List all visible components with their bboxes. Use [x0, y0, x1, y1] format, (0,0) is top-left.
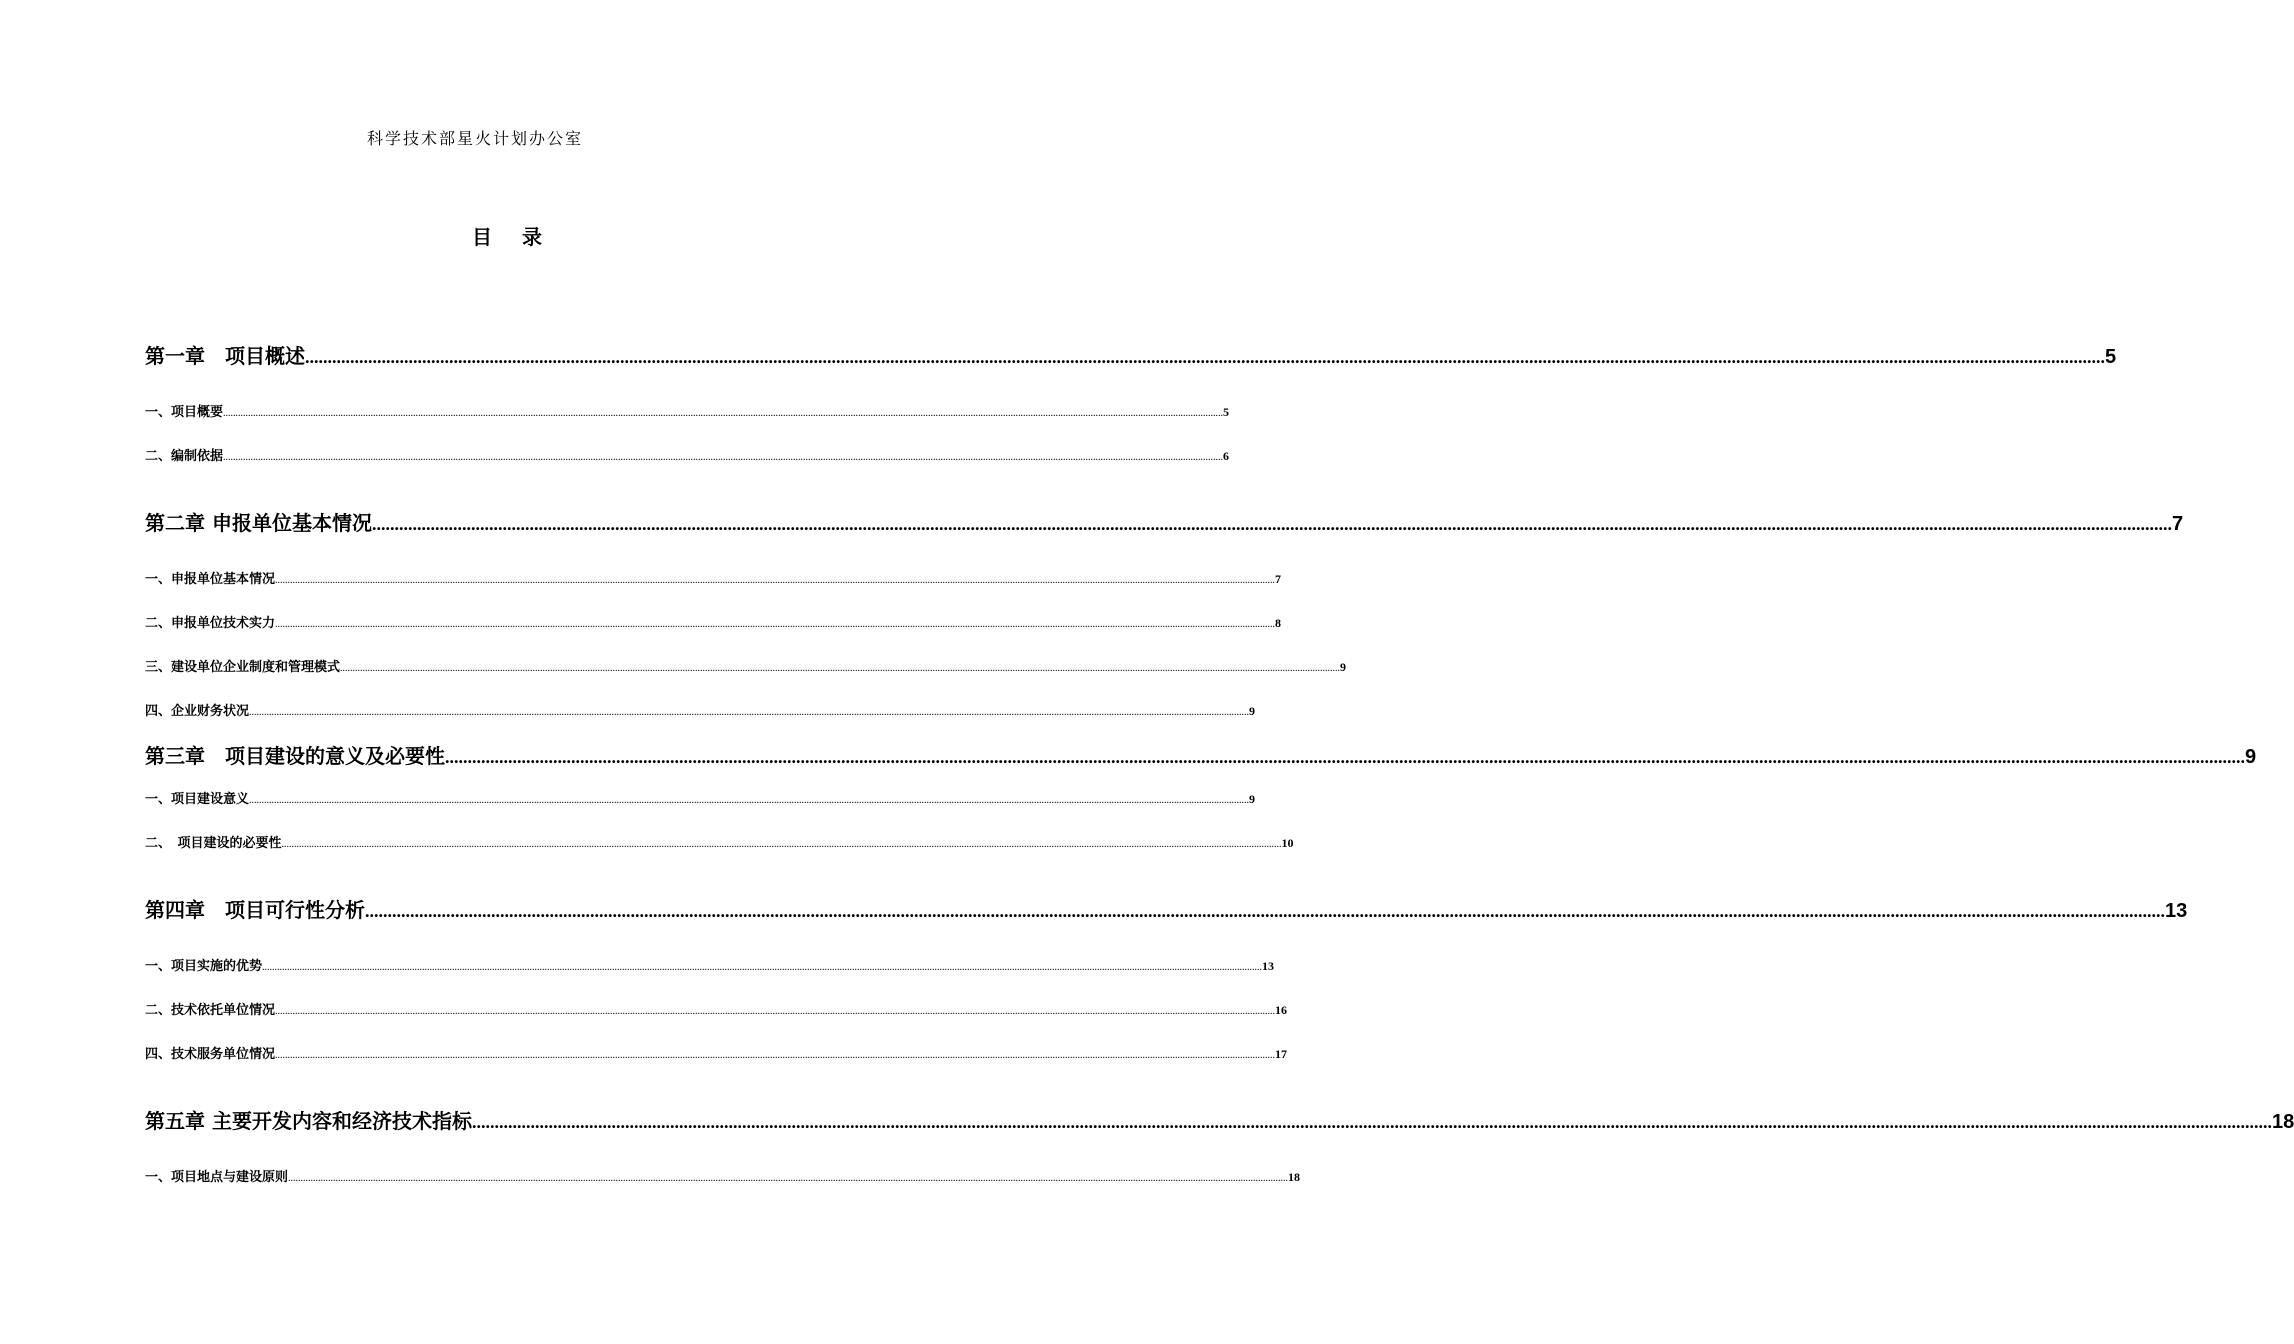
- toc-leader-dots: ................................................................................................................................................................................................................................................................................................................................................................................................................: [275, 575, 1276, 586]
- toc-entry-section[interactable]: [145, 568, 1282, 587]
- toc-leader-dots: ................................................................................................................................................................................................................................................................................................................................................................................................................: [249, 795, 1250, 806]
- toc-entry-label: 第四章 项目可行性分析: [145, 898, 365, 922]
- toc-entry-label: 二、编制依据: [145, 449, 224, 464]
- toc-leader-dots: ................................................................................................................................................................................................................................................................................................................................................................................................................: [275, 1006, 1276, 1017]
- toc-entry-chapter-1[interactable]: [145, 340, 2117, 369]
- toc-entry-page: 6: [1223, 449, 1230, 463]
- toc-entry-chapter-2[interactable]: [145, 507, 2184, 536]
- toc-leader-dots: ................................................................................................................................................................................................................................................................................................................................................................................................................: [281, 839, 1282, 850]
- toc-entry-section[interactable]: [145, 656, 1347, 675]
- toc-entry-page: 5: [1223, 405, 1230, 419]
- toc-leader-dots: ................................................................................................................................................................................................................................................................................................................................................................................................................: [371, 514, 2172, 534]
- toc-leader-dots: ................................................................................................................................................................................................................................................................................................................................................................................................................: [223, 408, 1224, 419]
- toc-entry-label: 一、项目地点与建设原则: [145, 1170, 289, 1185]
- toc-entry-label: 第一章 项目概述: [145, 344, 305, 368]
- toc-entry-section[interactable]: [145, 700, 1256, 719]
- toc-entry-page: 13: [2165, 900, 2188, 922]
- toc-entry-label: 二、申报单位技术实力: [145, 616, 276, 631]
- toc-entry-label: 一、申报单位基本情况: [145, 572, 276, 587]
- toc-leader-dots: ................................................................................................................................................................................................................................................................................................................................................................................................................: [275, 1050, 1276, 1061]
- toc-entry-page: 16: [1275, 1003, 1288, 1017]
- toc-leader-dots: ................................................................................................................................................................................................................................................................................................................................................................................................................: [365, 901, 2165, 921]
- toc-entry-page: 9: [1249, 704, 1256, 718]
- toc-entry-label: 第五章 主要开发内容和经济技术指标: [145, 1109, 472, 1133]
- toc-leader-dots: ................................................................................................................................................................................................................................................................................................................................................................................................................: [275, 619, 1276, 630]
- toc-leader-dots: ................................................................................................................................................................................................................................................................................................................................................................................................................: [288, 1173, 1289, 1184]
- toc-entry-section[interactable]: [145, 445, 1230, 464]
- toc-entry-chapter-3[interactable]: [145, 740, 2257, 769]
- toc-entry-page: 17: [1275, 1047, 1288, 1061]
- toc-entry-label: 第二章 申报单位基本情况: [145, 511, 372, 535]
- toc-entry-page: 7: [1275, 572, 1282, 586]
- toc-leader-dots: ................................................................................................................................................................................................................................................................................................................................................................................................................: [305, 347, 2105, 367]
- toc-leader-dots: ................................................................................................................................................................................................................................................................................................................................................................................................................: [445, 747, 2245, 767]
- toc-title-right: 录: [522, 225, 544, 249]
- toc-leader-dots: ................................................................................................................................................................................................................................................................................................................................................................................................................: [340, 663, 1341, 674]
- toc-title-left: 目: [472, 225, 494, 249]
- toc-entry-page: 18: [1288, 1170, 1301, 1184]
- toc-entry-label: 一、项目建设意义: [145, 792, 250, 807]
- toc-entry-page: 9: [1340, 660, 1347, 674]
- toc-entry-page: 8: [1275, 616, 1282, 630]
- toc-entry-page: 9: [2245, 746, 2257, 768]
- toc-leader-dots: ................................................................................................................................................................................................................................................................................................................................................................................................................: [249, 707, 1250, 718]
- toc-entry-section[interactable]: [145, 401, 1230, 420]
- toc-entry-section[interactable]: [145, 955, 1275, 974]
- toc-entry-label: 三、建设单位企业制度和管理模式: [145, 660, 341, 675]
- toc-entry-section[interactable]: [145, 832, 1294, 851]
- toc-entry-section[interactable]: [145, 1043, 1288, 1062]
- toc-entry-label: 四、技术服务单位情况: [145, 1047, 276, 1062]
- toc-entry-section[interactable]: [145, 999, 1288, 1018]
- toc-entry-chapter-4[interactable]: [145, 894, 2188, 923]
- toc-leader-dots: ................................................................................................................................................................................................................................................................................................................................................................................................................: [223, 452, 1224, 463]
- toc-entry-section[interactable]: [145, 1166, 1301, 1185]
- toc-leader-dots: ................................................................................................................................................................................................................................................................................................................................................................................................................: [262, 962, 1263, 973]
- office-name: 科学技术部星火计划办公室: [366, 129, 583, 148]
- toc-entry-section[interactable]: [145, 612, 1282, 631]
- toc-entry-page: 10: [1281, 836, 1294, 850]
- toc-entry-section[interactable]: [145, 788, 1256, 807]
- toc-entry-page: 13: [1262, 959, 1275, 973]
- toc-entry-label: 一、项目实施的优势: [145, 959, 263, 974]
- toc-title: [0, 221, 1016, 250]
- toc-entry-page: 7: [2171, 513, 2184, 535]
- toc-entry-page: 18: [2271, 1111, 2294, 1133]
- toc-entry-label: 四、企业财务状况: [145, 704, 250, 719]
- toc-leader-dots: ................................................................................................................................................................................................................................................................................................................................................................................................................: [471, 1112, 2272, 1132]
- toc-entry-page: 9: [1249, 792, 1256, 806]
- toc-entry-page: 5: [2105, 346, 2117, 368]
- toc-entry-label: 二、技术依托单位情况: [145, 1003, 276, 1018]
- toc-entry-chapter-5[interactable]: [145, 1105, 2294, 1134]
- toc-entry-label: 二、 项目建设的必要性: [145, 836, 282, 851]
- toc-entry-label: 一、项目概要: [145, 405, 224, 420]
- toc-entry-label: 第三章 项目建设的意义及必要性: [145, 744, 445, 768]
